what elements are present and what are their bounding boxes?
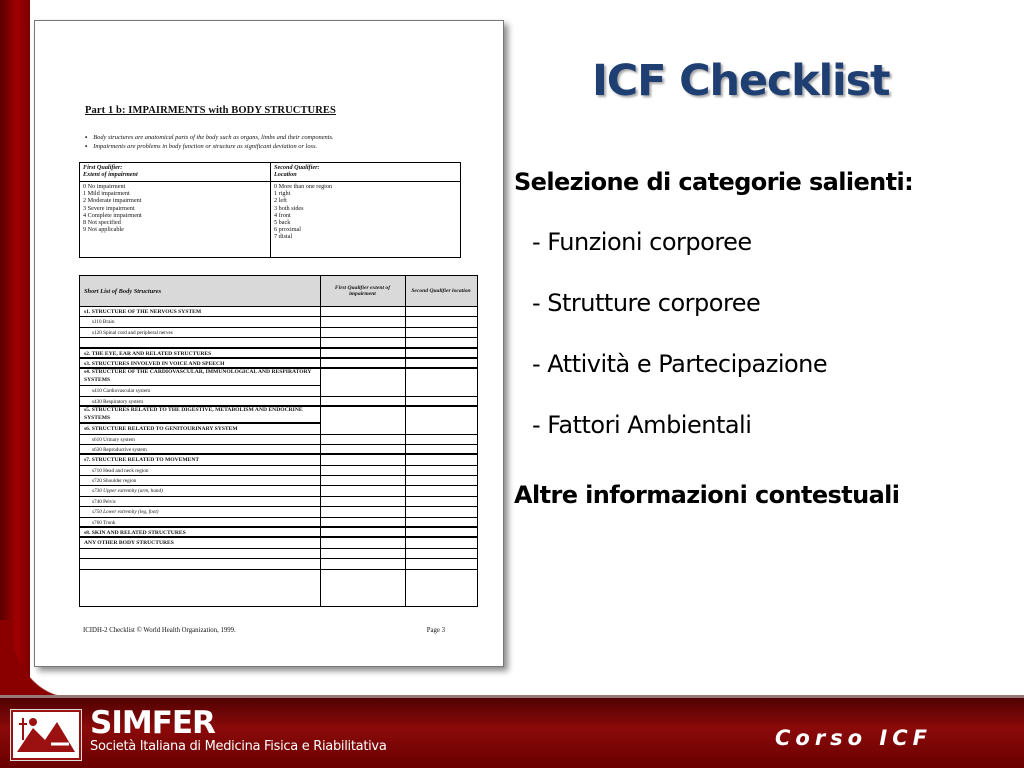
second-qualifier-subheading: Location [274, 171, 297, 179]
course-label: Corso ICF [774, 726, 932, 750]
left-decor-strip [0, 0, 30, 700]
qualifier-value: 3 both sides [274, 204, 304, 212]
table-row: s630 Reproductive system [80, 445, 477, 455]
document-page-number: Page 3 [426, 627, 445, 634]
table-row [80, 549, 477, 559]
document-bullet: ▪ Impairments are problems in body function or structure as significant deviation or loss. [85, 142, 334, 151]
table-row: s3. STRUCTURES INVOLVED IN VOICE AND SPEECH [80, 359, 477, 369]
document-title: Part 1 b: IMPAIRMENTS with BODY STRUCTURES [85, 105, 336, 116]
list-item: - Funzioni corporee [532, 228, 752, 256]
table-row: s760 Trunk [80, 518, 477, 528]
qualifier-value: 4 front [274, 211, 291, 219]
header-name: Short List of Body Structures [84, 287, 162, 295]
table-row: s8. SKIN AND RELATED STRUCTURES [80, 528, 477, 538]
qualifier-value: 3 Severe impairment [83, 204, 135, 212]
org-full-name: Società Italiana di Medicina Fisica e Riabilitativa [90, 739, 387, 754]
first-qualifier-subheading: Extent of impairment [83, 171, 138, 179]
table-row: s750 Lower extremity (leg, foot) [80, 507, 477, 517]
document-footer-copyright: ICIDH-2 Checklist © World Health Organization, 1999. [83, 627, 236, 634]
table-row: s740 Pelvic [80, 497, 477, 507]
table-row: ANY OTHER BODY STRUCTURES [80, 538, 477, 548]
column-divider [320, 276, 321, 606]
column-divider [405, 276, 406, 606]
table-row: s5. STRUCTURES RELATED TO THE DIGESTIVE, METABOLISM AND ENDOCRINE SYSTEMS [80, 407, 320, 424]
table-row: s4. STRUCTURE OF THE CARDIOVASCULAR, IMMUNOLOGICAL AND RESPIRATORY SYSTEMS [80, 369, 320, 386]
qualifier-table [79, 162, 461, 258]
table-row: s1. STRUCTURE OF THE NERVOUS SYSTEM [80, 307, 477, 317]
qualifier-value: 1 right [274, 190, 291, 198]
body-structures-table [79, 275, 478, 607]
qualifier-value: 2 Moderate impairment [83, 197, 142, 205]
qualifier-value: 2 left [274, 197, 287, 205]
table-row: s7. STRUCTURE RELATED TO MOVEMENT [80, 455, 477, 465]
context-heading: Altre informazioni contestuali [514, 481, 900, 509]
table-row: s120 Spinal cord and peripheral nerves [80, 328, 477, 338]
qualifier-value: 4 Complete impairment [83, 211, 142, 219]
checklist-document-image [34, 20, 504, 667]
document-footer [83, 627, 445, 634]
table-row [80, 559, 477, 569]
table-row: s6. STRUCTURE RELATED TO GENITOURINARY SYSTEM [80, 424, 477, 434]
org-name: SIMFER [90, 705, 215, 741]
qualifier-value: 0 More than one region [274, 183, 333, 190]
header-second-qualifier: Second Qualifier location [411, 288, 471, 294]
footer-bar [0, 695, 1024, 768]
table-header [80, 276, 477, 307]
second-qualifier-column [271, 163, 460, 257]
list-item: - Attività e Partecipazione [532, 350, 828, 378]
table-row: s730 Upper extremity (arm, hand) [80, 486, 477, 496]
qualifier-value: 7 distal [274, 233, 293, 241]
qualifier-value: 9 Not applicable [83, 226, 124, 234]
second-qualifier-heading: Second Qualifier: [274, 164, 320, 171]
first-qualifier-heading: First Qualifier: [83, 164, 123, 171]
table-row: s720 Shoulder region [80, 476, 477, 486]
table-row: s710 Head and neck region [80, 466, 477, 476]
table-row: s610 Urinary system [80, 435, 477, 445]
table-row: s410 Cardiovascular system [80, 386, 477, 396]
table-row [80, 338, 477, 348]
first-qualifier-column [80, 163, 271, 257]
table-row: s110 Brain [80, 317, 477, 327]
qualifier-value: 8 Not specified [83, 219, 121, 227]
table-row: s2. THE EYE, EAR AND RELATED STRUCTURES [80, 349, 477, 359]
qualifier-value: 0 No impairment [83, 183, 126, 190]
table-row: s430 Respiratory system [80, 397, 477, 407]
document-bullet: ▪ Body structures are anatomical parts of the body such as organs, limbs and their components. [85, 133, 334, 142]
header-first-qualifier: First Qualifier extent of impairment [334, 285, 391, 297]
qualifier-value: 1 Mild impairment [83, 190, 130, 198]
list-item: - Strutture corporee [532, 289, 761, 317]
footer-divider [0, 695, 1024, 698]
selection-heading: Selezione di categorie salienti: [514, 168, 914, 196]
list-item: - Fattori Ambientali [532, 411, 752, 439]
slide-title: ICF Checklist [592, 56, 890, 106]
document-bullets [85, 133, 334, 151]
qualifier-value: 6 proximal [274, 226, 301, 234]
table-rows [80, 307, 477, 570]
simfer-logo-icon [10, 709, 82, 761]
qualifier-value: 5 back [274, 219, 291, 227]
